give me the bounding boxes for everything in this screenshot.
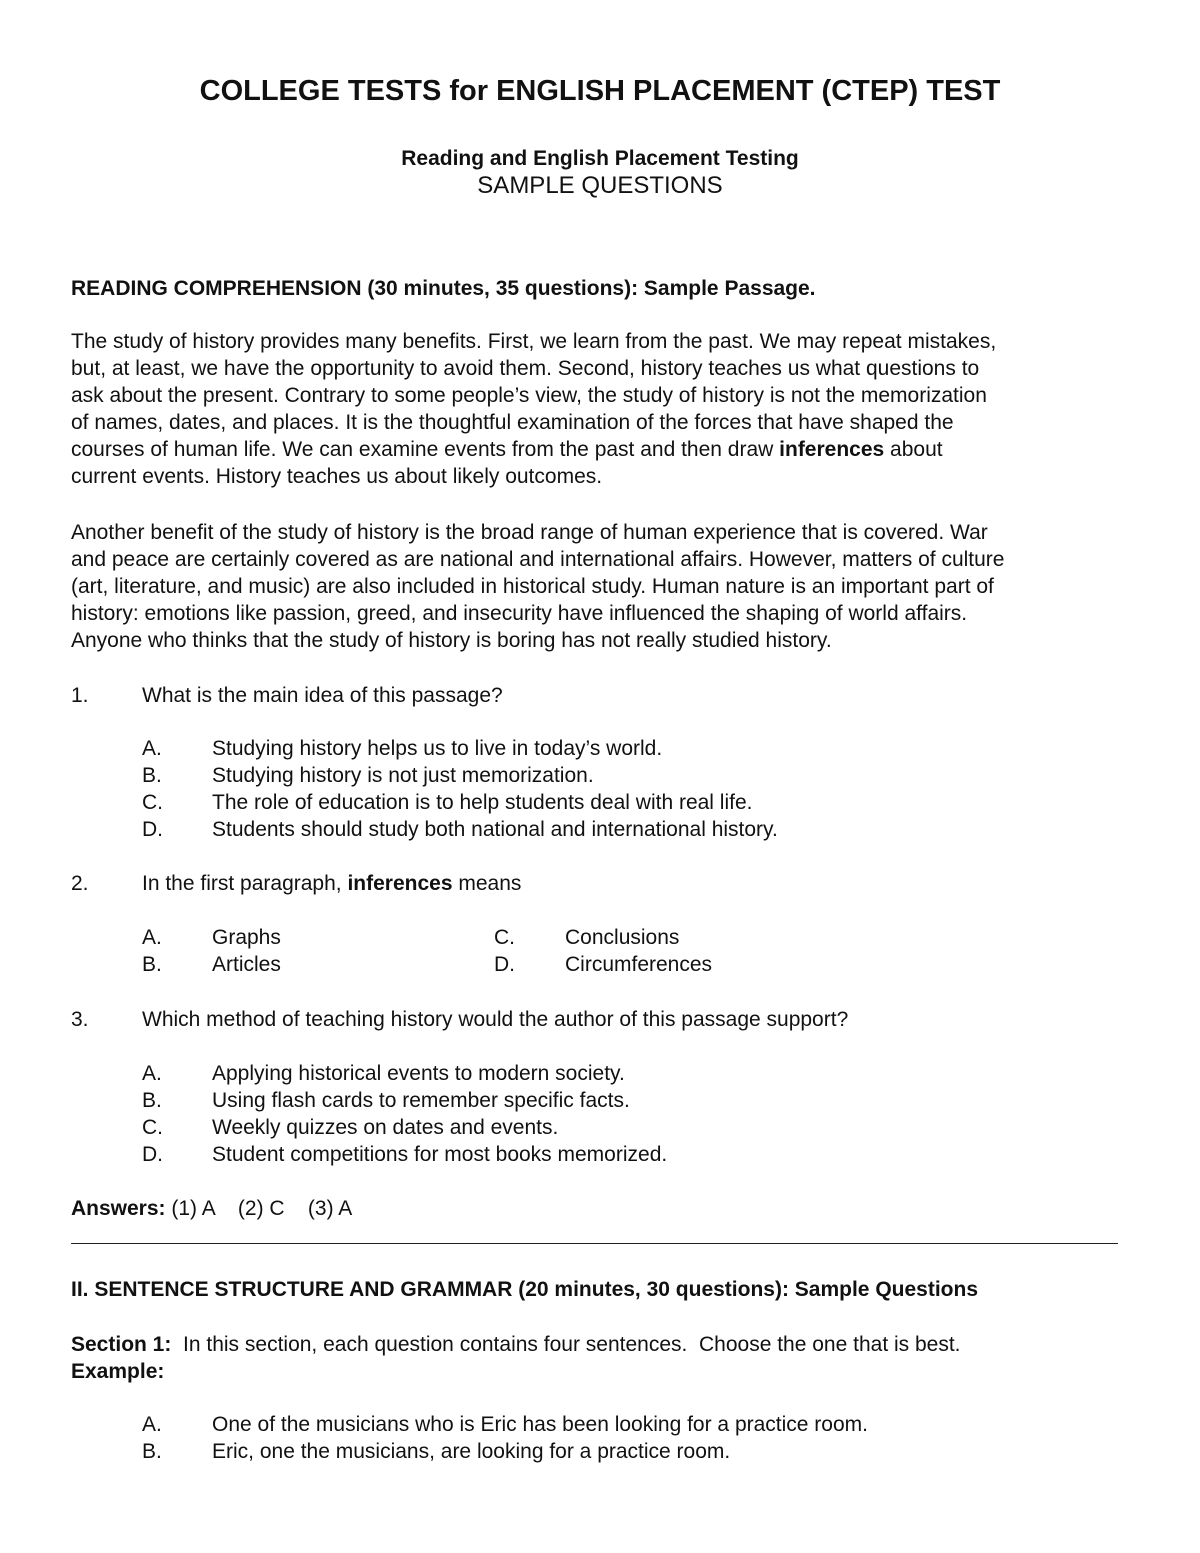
option-text: Graphs [212, 926, 281, 949]
section-instructions [71, 1331, 961, 1358]
passage-line: The study of history provides many benefits. First, we learn from the past. We may repeat mistakes, [71, 330, 997, 353]
inferences-term: inferences [347, 872, 453, 895]
question-text-part: In the first paragraph, [142, 872, 348, 895]
passage-line: (art, literature, and music) are also included in historical study. Human nature is an important part of [71, 575, 994, 598]
option-letter: C. [494, 926, 515, 949]
option-text: Student competitions for most books memorized. [212, 1143, 668, 1166]
grammar-section-heading: II. SENTENCE STRUCTURE AND GRAMMAR (20 minutes, 30 questions): Sample Questions [71, 1278, 978, 1301]
option-letter: D. [142, 1143, 163, 1166]
section-label: Section 1: [71, 1333, 172, 1356]
option-letter: A. [142, 1413, 162, 1436]
option-letter: D. [494, 953, 515, 976]
passage-line: Another benefit of the study of history is the broad range of human experience that is covered. War [71, 521, 988, 544]
passage-line [71, 436, 1131, 463]
passage-paragraph-2 [71, 519, 1131, 654]
answers-text: (1) A (2) C (3) A [165, 1197, 353, 1220]
question-number: 2. [71, 872, 89, 895]
option-text: Using flash cards to remember specific facts. [212, 1089, 630, 1112]
option-text: Weekly quizzes on dates and events. [212, 1116, 559, 1139]
option-text: The role of education is to help students deal with real life. [212, 791, 753, 814]
option-text: Studying history is not just memorization. [212, 764, 594, 787]
reading-section-heading: READING COMPREHENSION (30 minutes, 35 questions): Sample Passage. [71, 277, 816, 300]
answers-label: Answers: [71, 1197, 166, 1220]
option-letter: B. [142, 1089, 162, 1112]
answers-line [71, 1195, 352, 1222]
section-divider [71, 1243, 1118, 1244]
option-text: Eric, one the musicians, are looking for a practice room. [212, 1440, 731, 1463]
option-letter: B. [142, 953, 162, 976]
inferences-term: inferences [779, 438, 885, 461]
passage-line: history: emotions like passion, greed, and insecurity have influenced the shaping of world affairs. [71, 602, 968, 625]
question-text: What is the main idea of this passage? [142, 684, 503, 707]
section-text: In this section, each question contains four sentences. Choose the one that is best. [171, 1333, 961, 1356]
option-text: Applying historical events to modern society. [212, 1062, 625, 1085]
option-letter: A. [142, 926, 162, 949]
option-text: Students should study both national and international history. [212, 818, 778, 841]
passage-text: courses of human life. We can examine events from the past and then draw [71, 438, 780, 461]
option-letter: A. [142, 1062, 162, 1085]
option-text: One of the musicians who is Eric has been looking for a practice room. [212, 1413, 868, 1436]
passage-line: and peace are certainly covered as are national and international affairs. However, matters of culture [71, 548, 1005, 571]
option-text: Conclusions [565, 926, 680, 949]
question-number: 1. [71, 684, 89, 707]
option-letter: A. [142, 737, 162, 760]
document-subtitle: Reading and English Placement Testing [401, 147, 799, 170]
document-title: COLLEGE TESTS for ENGLISH PLACEMENT (CTEP) TEST [199, 75, 1001, 107]
option-text: Articles [212, 953, 281, 976]
passage-line: of names, dates, and places. It is the thoughtful examination of the forces that have shaped the [71, 411, 954, 434]
option-letter: B. [142, 1440, 162, 1463]
option-letter: D. [142, 818, 163, 841]
sample-questions-heading: SAMPLE QUESTIONS [477, 172, 723, 199]
question-text: Which method of teaching history would the author of this passage support? [142, 1008, 849, 1031]
question-text-part: means [452, 872, 522, 895]
question-number: 3. [71, 1008, 89, 1031]
option-text: Circumferences [565, 953, 713, 976]
passage-line: ask about the present. Contrary to some people’s view, the study of history is not the memorization [71, 384, 987, 407]
passage-line: Anyone who thinks that the study of history is boring has not really studied history. [71, 629, 832, 652]
option-letter: B. [142, 764, 162, 787]
option-text: Studying history helps us to live in today’s world. [212, 737, 663, 760]
passage-line: but, at least, we have the opportunity to avoid them. Second, history teaches us what questions to [71, 357, 980, 380]
passage-paragraph-1 [71, 328, 1131, 490]
option-letter: C. [142, 791, 163, 814]
passage-text: about [884, 438, 943, 461]
example-label: Example: [71, 1360, 165, 1383]
question-text [142, 870, 521, 897]
option-letter: C. [142, 1116, 163, 1139]
passage-line: current events. History teaches us about likely outcomes. [71, 465, 603, 488]
